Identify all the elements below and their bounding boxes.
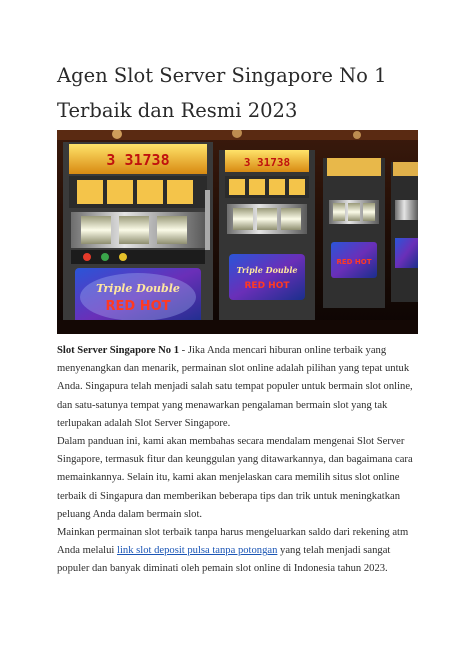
svg-text:RED HOT: RED HOT — [244, 281, 290, 291]
paragraph-guide — [57, 433, 419, 524]
article-title: Agen Slot Server Singapore No 1 Terbaik dan Resmi 2023 — [57, 64, 387, 122]
deposit-pulsa-link[interactable]: link slot deposit pulsa tanpa potongan — [117, 545, 278, 557]
svg-text:Triple Double: Triple Double — [236, 265, 298, 275]
paragraph-text: Dalam panduan ini, kami akan membahas secara mendalam mengenai Slot Server Singapore, termasuk fitur dan keunggulan yang ditawarkannya, dan bagaimana cara memainkannya. Selain itu, kami akan menjelaskan cara memilih situs slot online terbaik di Singapura dan memberikan beberapa tips dan trik untuk meningkatkan peluang Anda dalam bermain slot. — [57, 436, 413, 520]
slot-machine-2 — [219, 150, 315, 320]
paragraph-text: - Jika Anda mencari hiburan online terbaik yang menyenangkan dan menarik, permainan slot online adalah pilihan yang tepat untuk Anda. Singapura telah menjadi salah satu tempat populer untuk bermain slot online, dan satu-satunya tempat yang menawarkan pengalaman bermain slot yang tak terlupakan adalah Slot Server Singapore. — [57, 345, 413, 429]
paragraph-promo — [57, 524, 419, 579]
paragraph-text: Mainkan permainan slot terbaik tanpa harus mengeluarkan saldo dari rekening atm Anda melalui — [57, 527, 409, 557]
slot-machines-photo — [57, 130, 418, 334]
svg-text:RED HOT: RED HOT — [105, 299, 171, 314]
slot-machine-4 — [391, 162, 418, 302]
svg-text:3 31738: 3 31738 — [243, 156, 291, 169]
svg-text:Triple Double: Triple Double — [96, 282, 180, 295]
svg-text:3 31738: 3 31738 — [106, 151, 170, 169]
svg-text:RED HOT: RED HOT — [336, 258, 372, 266]
hero-image — [57, 130, 418, 334]
paragraph-text: yang telah menjadi sangat populer dan banyak diminati oleh pemain slot online di Indonesia tahun 2023. — [57, 545, 391, 575]
slot-machine-1 — [63, 142, 213, 334]
slot-machine-3 — [323, 158, 385, 308]
lead-keyword: Slot Server Singapore No 1 — [57, 345, 180, 356]
paragraph-intro — [57, 342, 419, 433]
